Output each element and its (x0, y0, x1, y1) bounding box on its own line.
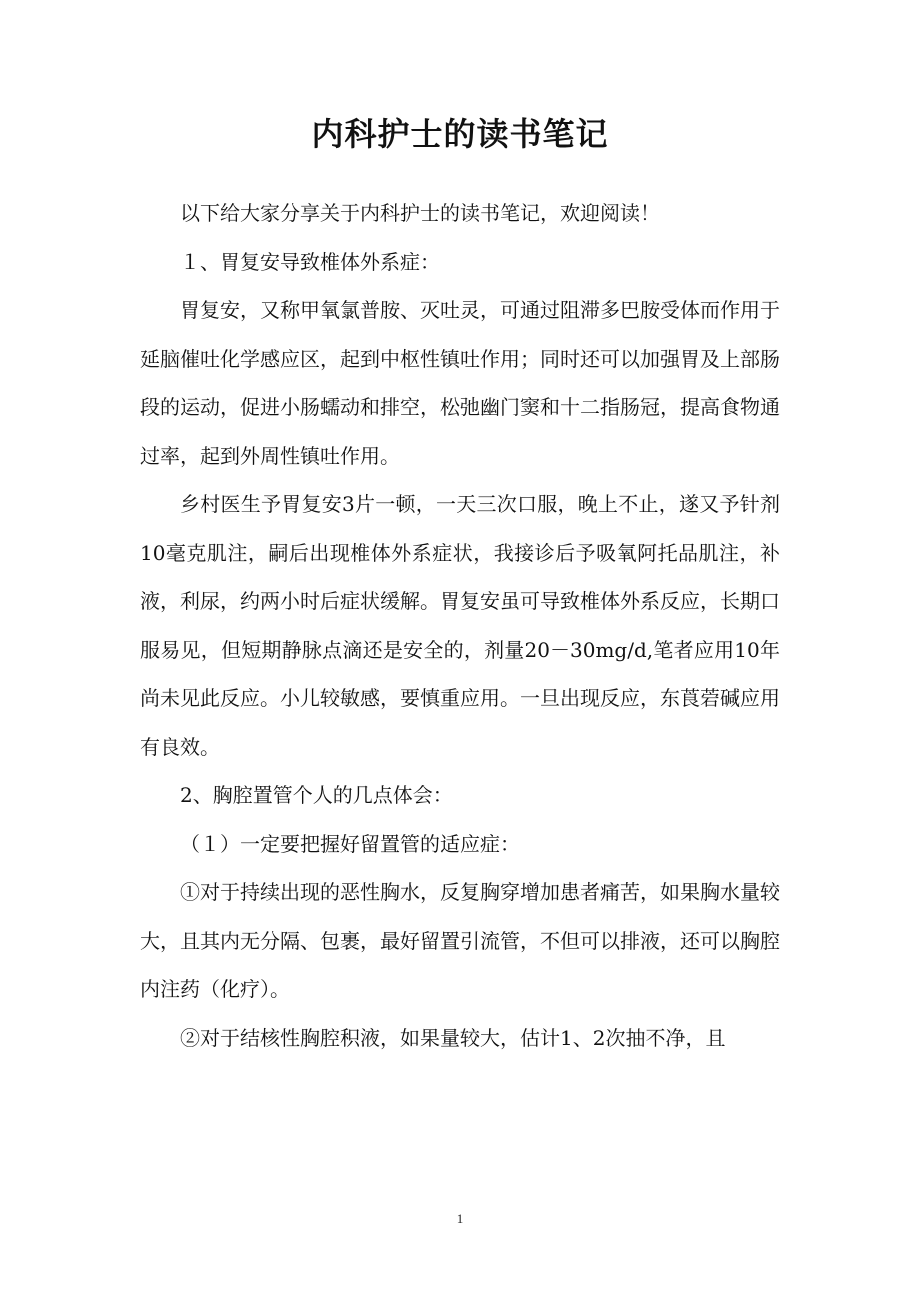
paragraph-heading-1: １、胃复安导致椎体外系症： (180, 249, 440, 274)
paragraph-indication-1: ①对于持续出现的恶性胸水，反复胸穿增加患者痛苦，如果胸水量较大，且其内无分隔、包裹，最好留置引流管，不但可以排液，还可以胸腔内注药（化疗）。 (140, 880, 780, 1001)
paragraph-drug-description: 胃复安，又称甲氧氯普胺、灭吐灵，可通过阻滞多巴胺受体而作用于延脑催吐化学感应区，起到中枢性镇吐作用；同时还可以加强胃及上部肠段的运动，促进小肠蠕动和排空，松弛幽门窦和十二指肠冠，提高食物通过率，起到外周性镇吐作用。 (140, 298, 780, 468)
paragraph-subheading-1: （１）一定要把握好留置管的适应症： (180, 831, 520, 856)
paragraph-heading-2: 2、胸腔置管个人的几点体会： (180, 783, 453, 807)
page-number: 1 (456, 1211, 464, 1226)
document-body (140, 189, 780, 1062)
paragraph-intro: 以下给大家分享关于内科护士的读书笔记，欢迎阅读！ (180, 201, 660, 225)
paragraph-indication-2: ②对于结核性胸腔积液，如果量较大，估计1、2次抽不净，且 (180, 1025, 726, 1050)
document-title: 内科护士的读书笔记 (311, 115, 609, 153)
paragraph-case-report: 乡村医生予胃复安3片一顿，一天三次口服，晚上不止，遂又予针剂10毫克肌注，嗣后出现椎体外系症状，我接诊后予吸氧阿托品肌注，补液，利尿，约两小时后症状缓解。胃复安虽可导致椎体外系反应，长期口服易见，但短期静脉点滴还是安全的，剂量20－30mg/d,笔者应用10年尚未见此反应。小儿较敏感，要慎重应用。一旦出现反应，东莨菪碱应用有良效。 (140, 492, 780, 759)
